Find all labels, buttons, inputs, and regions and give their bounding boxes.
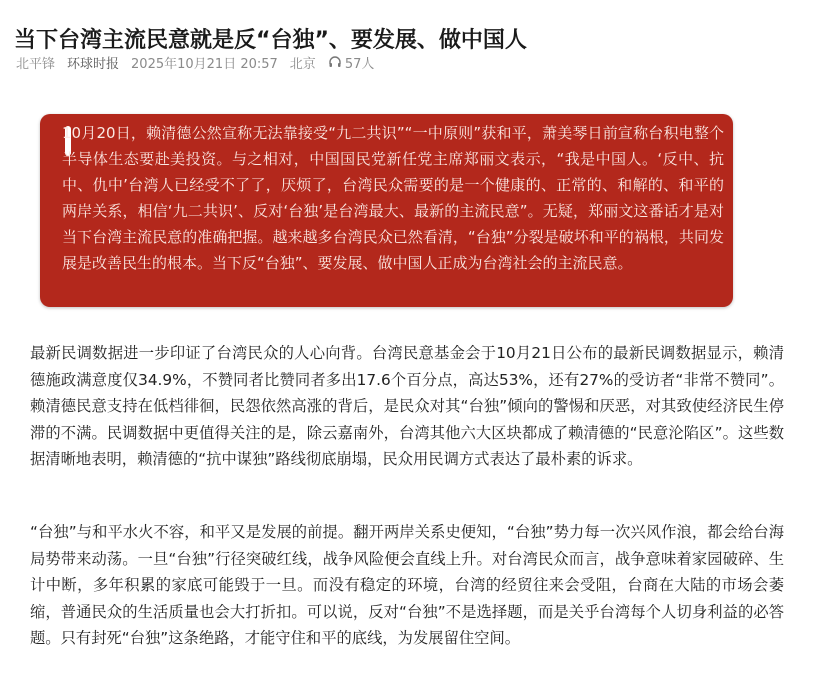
view-count — [328, 53, 375, 72]
quote-text: 10月20日，赖清德公然宣称无法靠接受“九二共识”“一中原则”获和平，萧美琴日前宣称台积电整个半导体生态要赴美投资。与之相对，中国国民党新任党主席郑丽文表示，“我是中国人。‘反中、抗中、仇中’台湾人已经受不了了，厌烦了，台湾民众需要的是一个健康的、正常的、和解的、和平的两岸关系，相信‘九二共识’、反对‘台独’是台湾最大、最新的主流民意”。无疑，郑丽文这番话才是对当下台湾主流民意的准确把握。越来越多台湾民众已然看清，“台独”分裂是破坏和平的祸根，共同发展是改善民生的根本。当下反“台独”、要发展、做中国人正成为台湾社会的主流民意。 — [62, 124, 724, 272]
article-meta — [16, 52, 386, 72]
source-name[interactable]: 环球时报 — [67, 56, 120, 72]
view-count-value: 57人 — [344, 56, 375, 72]
body-paragraph-2: “台独”与和平水火不容，和平又是发展的前提。翻开两岸关系史便知，“台独”势力每一次兴风作浪，都会给台海局势带来动荡。一旦“台独”行径突破红线，战争风险便会直线上升。对台湾民众而言，战争意味着家园破碎、生计中断，多年积累的家底可能毁于一旦。而没有稳定的环境，台湾的经贸往来会受阻，台商在大陆的市场会萎缩，普通民众的生活质量也会大打折扣。可以说，反对“台独”不是选择题，而是关乎台湾每个人切身利益的必答题。只有封死“台独”这条绝路，才能守住和平的底线，为发展留住空间。 — [30, 523, 784, 647]
publish-datetime: 2025年10月21日 20:57 — [131, 56, 278, 72]
headphones-icon — [328, 55, 342, 69]
quote-card — [40, 114, 733, 307]
author-name[interactable]: 北平锋 — [16, 56, 56, 72]
body-paragraph-1: 最新民调数据进一步印证了台湾民众的人心向背。台湾民意基金会于10月21日公布的最新民调数据显示，赖清德施政满意度仅34.9%，不赞同者比赞同者多出17.6个百分点，高达53%，还有27%的受访者“非常不赞同”。赖清德民意支持在低档徘徊，民怨依然高涨的背后，是民众对其“台独”倾向的警惕和厌恶，对其致使经济民生停滞的不满。民调数据中更值得关注的是，除云嘉南外，台湾其他六大区块都成了赖清德的“民意沦陷区”。这些数据清晰地表明，赖清德的“抗中谋独”路线彻底崩塌，民众用民调方式表达了最朴素的诉求。 — [30, 344, 784, 468]
publish-location: 北京 — [289, 56, 316, 72]
article-title: 当下台湾主流民意就是反“台独”、要发展、做中国人 — [14, 27, 527, 53]
